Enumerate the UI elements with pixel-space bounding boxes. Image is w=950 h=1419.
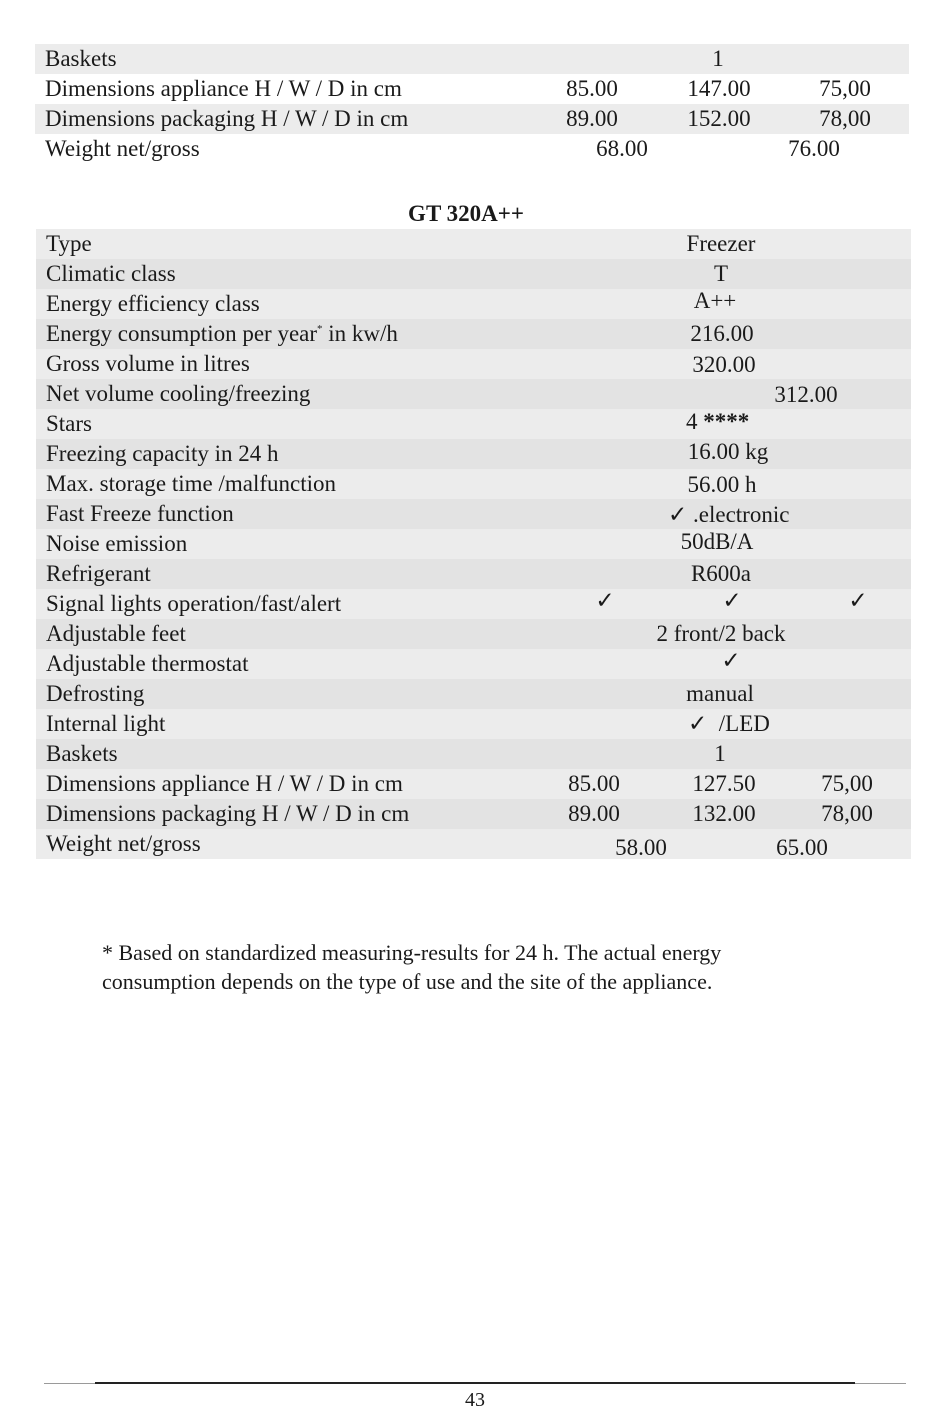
row-value — [686, 407, 749, 437]
value-text: .electronic — [693, 502, 790, 527]
row-value: T — [713, 261, 729, 286]
footer-rule-dark — [95, 1382, 855, 1384]
row-label: Internal light — [46, 711, 166, 736]
row-label: Climatic class — [46, 261, 176, 286]
row-value: 152.00 — [687, 106, 751, 131]
table-row — [36, 559, 911, 589]
table-row — [35, 104, 909, 134]
page-number: 43 — [465, 1389, 485, 1411]
table-row — [36, 289, 911, 319]
row-label: Weight net/gross — [45, 136, 200, 161]
row-value: 75,00 — [819, 76, 871, 101]
row-value: 50dB/A — [680, 529, 754, 554]
row-label: Weight net/gross — [46, 831, 201, 856]
row-label: Defrosting — [46, 681, 145, 706]
row-label: Gross volume in litres — [46, 351, 250, 376]
row-value: manual — [686, 681, 754, 706]
row-value: 68.00 — [596, 136, 648, 161]
row-value: 58.00 — [615, 835, 667, 860]
row-value: A++ — [693, 288, 737, 313]
row-value: 132.00 — [692, 801, 756, 826]
row-label: Type — [46, 231, 92, 256]
row-value: 85.00 — [566, 76, 618, 101]
row-label: Stars — [46, 411, 92, 436]
row-value: 75,00 — [821, 771, 873, 796]
row-label: Baskets — [46, 741, 118, 766]
checkmark-icon: ✓ — [668, 502, 688, 527]
model-title: GT 320A++ — [408, 201, 524, 226]
table-row — [36, 439, 911, 469]
row-label: Energy efficiency class — [46, 291, 260, 316]
row-label: Noise emission — [46, 531, 188, 556]
row-label: Dimensions packaging H / W / D in cm — [46, 801, 410, 826]
footnote-line: * Based on standardized measuring-results for 24 h. The actual energy — [102, 940, 722, 965]
table-row — [36, 799, 911, 829]
row-label: Refrigerant — [46, 561, 151, 586]
row-value: 16.00 kg — [687, 439, 769, 464]
row-value: 1 — [714, 741, 726, 766]
table-row — [36, 499, 911, 529]
table-row — [35, 134, 909, 164]
label-text: in kw/h — [322, 321, 398, 346]
row-label: Dimensions packaging H / W / D in cm — [45, 106, 409, 131]
table-row — [36, 349, 911, 379]
row-value: 78,00 — [821, 801, 873, 826]
table-row — [36, 829, 911, 859]
label-text: Energy consumption per year — [46, 321, 318, 346]
table-row — [36, 679, 911, 709]
row-value: 56.00 h — [687, 472, 757, 497]
table-row — [36, 769, 911, 799]
row-value: 89.00 — [566, 106, 618, 131]
table-row — [36, 619, 911, 649]
row-value: 85.00 — [568, 771, 620, 796]
table-row — [35, 44, 909, 74]
row-label: Max. storage time /malfunction — [46, 471, 336, 496]
stars-icon: **** — [703, 409, 750, 434]
row-value: 127.50 — [692, 771, 756, 796]
row-value: 65.00 — [776, 835, 828, 860]
row-value — [688, 709, 770, 739]
checkmark-icon: ✓ — [688, 711, 708, 736]
row-value: 320.00 — [692, 352, 756, 377]
row-label: Adjustable feet — [46, 621, 186, 646]
row-label: Dimensions appliance H / W / D in cm — [46, 771, 403, 796]
table-row — [35, 74, 909, 104]
table-row — [36, 739, 911, 769]
row-label: Signal lights operation/fast/alert — [46, 591, 342, 616]
row-value: 2 front/2 back — [656, 621, 786, 646]
table-row — [36, 649, 911, 679]
footnote-line: consumption depends on the type of use and the site of the appliance. — [102, 969, 713, 994]
table-row — [36, 709, 911, 739]
row-label: Dimensions appliance H / W / D in cm — [45, 76, 402, 101]
row-value — [668, 500, 789, 530]
row-value: 89.00 — [568, 801, 620, 826]
row-value: Freezer — [686, 231, 756, 256]
row-label: Adjustable thermostat — [46, 651, 249, 676]
checkmark-icon: ✓ — [848, 588, 868, 613]
table-row — [36, 409, 911, 439]
row-label — [46, 319, 398, 349]
row-value: 76.00 — [788, 136, 840, 161]
row-value: 312.00 — [774, 382, 838, 407]
stars-count: 4 — [686, 409, 698, 434]
table-row — [36, 589, 911, 619]
checkmark-icon: ✓ — [595, 588, 615, 613]
value-text: /LED — [718, 711, 770, 736]
row-label: Fast Freeze function — [46, 501, 234, 526]
footnote — [102, 938, 882, 996]
row-label: Freezing capacity in 24 h — [46, 441, 279, 466]
table-row — [36, 379, 911, 409]
row-label: Baskets — [45, 46, 117, 71]
row-value: 216.00 — [690, 321, 754, 346]
checkmark-icon: ✓ — [721, 648, 741, 673]
table-row — [36, 469, 911, 499]
row-value: 78,00 — [819, 106, 871, 131]
table-row — [36, 259, 911, 289]
checkmark-icon: ✓ — [722, 588, 742, 613]
row-value: 147.00 — [687, 76, 751, 101]
row-value: 1 — [712, 46, 724, 71]
table-row — [36, 319, 911, 349]
footnote-mark: * — [317, 323, 323, 335]
table-row — [36, 529, 911, 559]
table-row — [36, 229, 911, 259]
row-value: R600a — [690, 561, 752, 586]
row-label: Net volume cooling/freezing — [46, 381, 311, 406]
